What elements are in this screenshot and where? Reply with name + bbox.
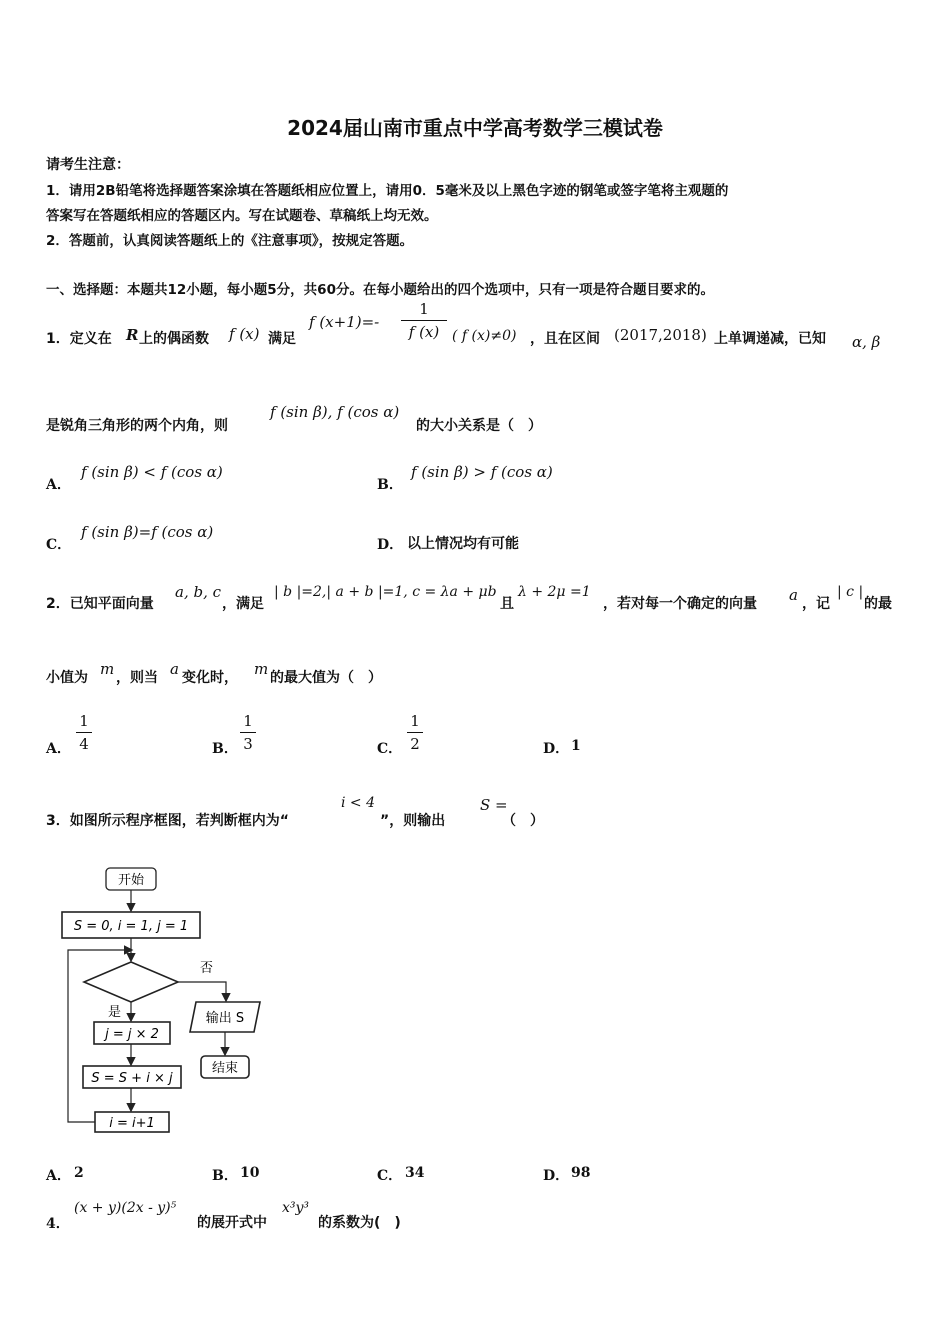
q2-line2-d: 的最大值为（ ） bbox=[270, 670, 382, 686]
q2-option-c-bar bbox=[407, 732, 423, 733]
q1-option-a-label: A． bbox=[46, 477, 71, 493]
q1-option-d[interactable]: 以上情况均有可能 bbox=[407, 536, 519, 552]
q3-option-c-label: C． bbox=[377, 1168, 403, 1184]
q3-text-b: ”，则输出 bbox=[380, 813, 446, 829]
notice-line-1: 1．请用2B铅笔将选择题答案涂填在答题纸相应位置上，请用0．5毫米及以上黑色字迹的钢笔或签字笔将主观题的 bbox=[46, 183, 729, 199]
q2-option-b[interactable] bbox=[240, 712, 256, 753]
flow-yes-label: 是 bbox=[108, 1005, 122, 1020]
q1-R: R bbox=[126, 326, 139, 344]
notice-line-3: 2．答题前，认真阅读答题纸上的《注意事项》，按规定答题。 bbox=[46, 233, 414, 249]
q2-m-1: m bbox=[100, 660, 115, 678]
flow-start-text: 开始 bbox=[117, 873, 145, 888]
q4-text-c: 的系数为( ) bbox=[318, 1215, 401, 1231]
q3-S: S = bbox=[480, 796, 508, 814]
q2-text-c: 且 bbox=[500, 596, 514, 612]
q2-text-b: ，满足 bbox=[222, 596, 264, 612]
q2-condition: | b |=2,| a + b |=1, c = λa + μb bbox=[274, 584, 497, 600]
q3-option-c[interactable]: 34 bbox=[405, 1165, 425, 1181]
flowchart bbox=[40, 860, 280, 1152]
q1-pair: f (sin β), f (cos α) bbox=[270, 403, 400, 421]
q2-text-f: 的最 bbox=[864, 596, 892, 612]
q1-option-b-label: B． bbox=[377, 477, 403, 493]
q1-option-a[interactable]: f (sin β) < f (cos α) bbox=[81, 463, 223, 481]
q2-option-b-bar bbox=[240, 732, 256, 733]
q4-text-b: 的展开式中 bbox=[197, 1215, 267, 1231]
q4-expression: (x + y)(2x - y)⁵ bbox=[74, 1200, 177, 1216]
q2-option-a-label: A． bbox=[46, 741, 71, 757]
flow-no-label: 否 bbox=[200, 961, 214, 976]
flow-step3-text: i = i+1 bbox=[109, 1116, 155, 1131]
flow-step2-text: S = S + i × j bbox=[91, 1071, 173, 1086]
q2-text-d: ，若对每一个确定的向量 bbox=[603, 596, 757, 612]
flow-decision bbox=[84, 962, 178, 1002]
notice-heading: 请考生注意： bbox=[46, 157, 130, 173]
q2-option-c-label: C． bbox=[377, 741, 403, 757]
q1-option-d-label: D． bbox=[377, 537, 404, 553]
q3-option-d-label: D． bbox=[543, 1168, 570, 1184]
q2-option-b-num: 1 bbox=[243, 712, 253, 730]
flow-end-text: 结束 bbox=[211, 1061, 239, 1076]
q1-line2-b: 的大小关系是（ ） bbox=[416, 418, 542, 434]
q1-fraction bbox=[401, 300, 447, 341]
q3-condition: i < 4 bbox=[341, 795, 376, 811]
q1-eq-left: f (x+1)=- bbox=[309, 313, 380, 331]
q1-frac-den: f (x) bbox=[408, 323, 440, 341]
q3-text-a: 3．如图所示程序框图，若判断框内为“ bbox=[46, 813, 289, 829]
q3-option-a-label: A． bbox=[46, 1168, 71, 1184]
q2-option-d-label: D． bbox=[543, 741, 570, 757]
q2-text-e: ，记 bbox=[802, 596, 830, 612]
q1-condition: ( f (x)≠0) bbox=[452, 328, 517, 344]
q2-option-d[interactable]: 1 bbox=[571, 738, 581, 754]
q1-text-d: ，且在区间 bbox=[530, 331, 600, 347]
q3-option-b[interactable]: 10 bbox=[240, 1165, 260, 1181]
q2-option-a-num: 1 bbox=[79, 712, 89, 730]
q2-option-a-den: 4 bbox=[79, 735, 89, 753]
q2-option-b-den: 3 bbox=[243, 735, 253, 753]
q1-option-b[interactable]: f (sin β) > f (cos α) bbox=[411, 463, 553, 481]
q3-option-b-label: B． bbox=[212, 1168, 238, 1184]
q2-vector-a: a bbox=[789, 586, 798, 604]
q1-frac-bar bbox=[401, 320, 447, 321]
q1-text-a: 1．定义在 bbox=[46, 331, 112, 347]
q2-line2-b: ，则当 bbox=[116, 670, 158, 686]
q2-abc: a, b, c bbox=[175, 583, 222, 601]
section-heading: 一、选择题：本题共12小题，每小题5分，共60分。在每小题给出的四个选项中，只有一项是符合题目要求的。 bbox=[46, 282, 714, 298]
flow-step1-text: j = j × 2 bbox=[105, 1027, 159, 1042]
q2-option-a-bar bbox=[76, 732, 92, 733]
q1-fx: f (x) bbox=[229, 325, 260, 343]
q1-option-c[interactable]: f (sin β)=f (cos α) bbox=[81, 523, 214, 541]
q1-interval: (2017,2018) bbox=[614, 326, 707, 344]
q1-text-e: 上单调递减，已知 bbox=[714, 331, 826, 347]
q3-option-d[interactable]: 98 bbox=[571, 1165, 591, 1181]
q2-condition-2: λ + 2μ =1 bbox=[518, 584, 591, 600]
q4-term: x³y³ bbox=[282, 1200, 310, 1216]
q4-number: 4． bbox=[46, 1216, 70, 1232]
q2-text-a: 2．已知平面向量 bbox=[46, 596, 154, 612]
page-title: 2024届山南市重点中学高考数学三模试卷 bbox=[287, 116, 663, 140]
q1-text-c: 满足 bbox=[268, 331, 296, 347]
q2-line2-c: 变化时， bbox=[182, 670, 238, 686]
q2-option-c-num: 1 bbox=[410, 712, 420, 730]
q2-option-a[interactable] bbox=[76, 712, 92, 753]
notice-line-2: 答案写在答题纸相应的答题区内。写在试题卷、草稿纸上均无效。 bbox=[46, 208, 438, 224]
q2-line2-a: 小值为 bbox=[46, 670, 88, 686]
q2-option-c-den: 2 bbox=[410, 735, 420, 753]
flow-output-text: 输出 S bbox=[205, 1011, 245, 1026]
q1-line2-a: 是锐角三角形的两个内角，则 bbox=[46, 418, 228, 434]
q2-option-c[interactable] bbox=[407, 712, 423, 753]
q3-option-a[interactable]: 2 bbox=[74, 1165, 84, 1181]
q1-alpha-beta: α, β bbox=[852, 333, 881, 351]
q1-frac-num: 1 bbox=[419, 300, 429, 318]
q2-abs-c: | c | bbox=[837, 584, 864, 600]
q2-a-2: a bbox=[170, 660, 179, 678]
q1-option-c-label: C． bbox=[46, 537, 72, 553]
q3-text-c: （ ） bbox=[502, 813, 544, 829]
q2-m-2: m bbox=[254, 660, 269, 678]
q2-option-b-label: B． bbox=[212, 741, 238, 757]
flow-no-arrow bbox=[178, 982, 226, 1000]
flow-init-text: S = 0, i = 1, j = 1 bbox=[73, 919, 189, 934]
q1-text-b: 上的偶函数 bbox=[139, 331, 209, 347]
